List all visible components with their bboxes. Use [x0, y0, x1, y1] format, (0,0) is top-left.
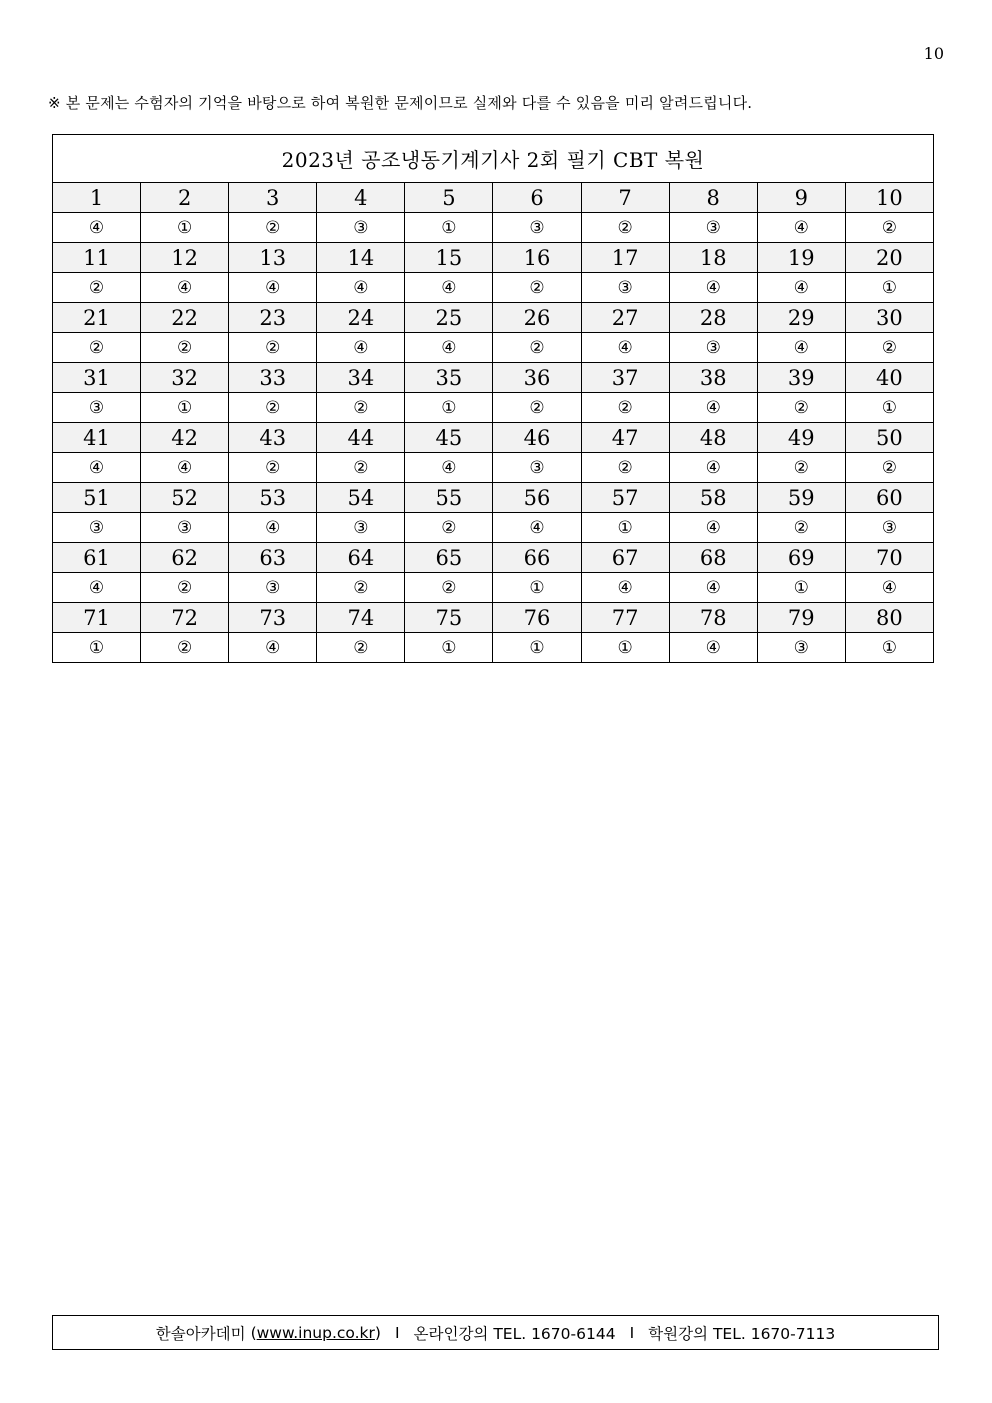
question-number-row: [53, 483, 934, 513]
question-number-cell: 7: [581, 183, 669, 213]
question-number-cell: 49: [757, 423, 845, 453]
answer-cell: ②: [141, 333, 229, 363]
question-number-cell: 64: [317, 543, 405, 573]
answer-cell: ②: [493, 333, 581, 363]
answer-cell: ②: [845, 213, 933, 243]
question-number-cell: 74: [317, 603, 405, 633]
question-number-cell: 40: [845, 363, 933, 393]
answer-cell: ③: [581, 273, 669, 303]
question-number-cell: 78: [669, 603, 757, 633]
question-number-cell: 56: [493, 483, 581, 513]
answer-cell: ②: [317, 453, 405, 483]
answer-cell: ③: [317, 513, 405, 543]
answer-cell: ②: [53, 333, 141, 363]
answer-cell: ④: [669, 573, 757, 603]
footer-website-link[interactable]: www.inup.co.kr: [256, 1323, 375, 1342]
answer-cell: ④: [141, 453, 229, 483]
answer-cell: ②: [229, 213, 317, 243]
answer-cell: ②: [581, 393, 669, 423]
footer-offline-phone: 학원강의 TEL. 1670-7113: [648, 1324, 836, 1343]
answer-cell: ①: [493, 573, 581, 603]
answer-cell: ①: [141, 393, 229, 423]
question-number-cell: 27: [581, 303, 669, 333]
answer-row: [53, 273, 934, 303]
answer-cell: ②: [229, 333, 317, 363]
answer-cell: ④: [757, 213, 845, 243]
answer-cell: ④: [757, 273, 845, 303]
question-number-cell: 42: [141, 423, 229, 453]
answer-cell: ④: [317, 273, 405, 303]
question-number-cell: 28: [669, 303, 757, 333]
question-number-cell: 13: [229, 243, 317, 273]
question-number-cell: 55: [405, 483, 493, 513]
question-number-cell: 22: [141, 303, 229, 333]
question-number-cell: 37: [581, 363, 669, 393]
answer-cell: ③: [845, 513, 933, 543]
question-number-cell: 31: [53, 363, 141, 393]
question-number-cell: 71: [53, 603, 141, 633]
footer: [52, 1315, 939, 1350]
question-number-cell: 29: [757, 303, 845, 333]
answer-cell: ①: [141, 213, 229, 243]
answer-cell: ①: [53, 633, 141, 663]
question-number-cell: 70: [845, 543, 933, 573]
question-number-cell: 21: [53, 303, 141, 333]
answer-cell: ②: [317, 633, 405, 663]
answer-cell: ②: [757, 393, 845, 423]
answer-row: [53, 393, 934, 423]
answer-cell: ④: [141, 273, 229, 303]
question-number-cell: 2: [141, 183, 229, 213]
question-number-cell: 66: [493, 543, 581, 573]
question-number-cell: 8: [669, 183, 757, 213]
question-number-cell: 53: [229, 483, 317, 513]
footer-link-close: ): [374, 1323, 381, 1342]
answer-cell: ②: [229, 453, 317, 483]
answer-cell: ③: [669, 213, 757, 243]
answer-cell: ①: [581, 633, 669, 663]
footer-separator: I: [394, 1323, 400, 1342]
question-number-cell: 76: [493, 603, 581, 633]
answer-cell: ③: [141, 513, 229, 543]
question-number-cell: 24: [317, 303, 405, 333]
answer-row: [53, 213, 934, 243]
answer-cell: ②: [141, 573, 229, 603]
question-number-cell: 79: [757, 603, 845, 633]
answer-cell: ④: [229, 633, 317, 663]
answer-cell: ②: [581, 213, 669, 243]
answer-cell: ③: [493, 213, 581, 243]
answer-cell: ②: [53, 273, 141, 303]
answer-row: [53, 633, 934, 663]
question-number-cell: 10: [845, 183, 933, 213]
answer-cell: ②: [405, 573, 493, 603]
answer-cell: ④: [229, 513, 317, 543]
answer-cell: ②: [845, 453, 933, 483]
question-number-cell: 36: [493, 363, 581, 393]
answer-cell: ④: [669, 633, 757, 663]
question-number-row: [53, 543, 934, 573]
answer-cell: ④: [581, 333, 669, 363]
question-number-row: [53, 603, 934, 633]
answer-cell: ④: [669, 273, 757, 303]
question-number-cell: 46: [493, 423, 581, 453]
answer-cell: ②: [405, 513, 493, 543]
question-number-cell: 38: [669, 363, 757, 393]
answer-cell: ④: [845, 573, 933, 603]
answer-cell: ④: [493, 513, 581, 543]
answer-cell: ②: [141, 633, 229, 663]
question-number-cell: 58: [669, 483, 757, 513]
question-number-cell: 52: [141, 483, 229, 513]
table-title: 2023년 공조냉동기계기사 2회 필기 CBT 복원: [53, 135, 934, 183]
footer-online-phone: 온라인강의 TEL. 1670-6144: [413, 1324, 616, 1343]
question-number-cell: 6: [493, 183, 581, 213]
answer-cell: ②: [845, 333, 933, 363]
answer-row: [53, 513, 934, 543]
question-number-cell: 43: [229, 423, 317, 453]
question-number-cell: 77: [581, 603, 669, 633]
question-number-cell: 57: [581, 483, 669, 513]
question-number-cell: 32: [141, 363, 229, 393]
question-number-cell: 35: [405, 363, 493, 393]
answer-cell: ④: [669, 393, 757, 423]
answer-cell: ③: [229, 573, 317, 603]
question-number-row: [53, 183, 934, 213]
question-number-cell: 61: [53, 543, 141, 573]
answer-cell: ①: [405, 393, 493, 423]
question-number-cell: 3: [229, 183, 317, 213]
answer-table: [52, 134, 934, 663]
question-number-cell: 45: [405, 423, 493, 453]
question-number-cell: 18: [669, 243, 757, 273]
answer-cell: ④: [757, 333, 845, 363]
question-number-cell: 68: [669, 543, 757, 573]
question-number-cell: 48: [669, 423, 757, 453]
answer-row: [53, 333, 934, 363]
question-number-cell: 34: [317, 363, 405, 393]
question-number-cell: 80: [845, 603, 933, 633]
answer-cell: ①: [405, 633, 493, 663]
question-number-row: [53, 243, 934, 273]
answer-cell: ②: [581, 453, 669, 483]
question-number-cell: 75: [405, 603, 493, 633]
question-number-cell: 12: [141, 243, 229, 273]
question-number-cell: 25: [405, 303, 493, 333]
answer-cell: ③: [669, 333, 757, 363]
answer-cell: ②: [757, 453, 845, 483]
answer-table-body: [53, 183, 934, 663]
question-number-row: [53, 303, 934, 333]
answer-cell: ②: [757, 513, 845, 543]
question-number-cell: 54: [317, 483, 405, 513]
answer-cell: ①: [493, 633, 581, 663]
answer-cell: ②: [493, 393, 581, 423]
answer-cell: ④: [229, 273, 317, 303]
question-number-cell: 17: [581, 243, 669, 273]
answer-cell: ④: [405, 273, 493, 303]
question-number-cell: 62: [141, 543, 229, 573]
answer-cell: ④: [405, 453, 493, 483]
answer-cell: ②: [493, 273, 581, 303]
notice-text: ※ 본 문제는 수험자의 기억을 바탕으로 하여 복원한 문제이므로 실제와 다를 수 있음을 미리 알려드립니다.: [48, 94, 753, 112]
question-number-cell: 19: [757, 243, 845, 273]
answer-cell: ②: [317, 393, 405, 423]
answer-cell: ④: [581, 573, 669, 603]
question-number-cell: 65: [405, 543, 493, 573]
answer-cell: ①: [845, 393, 933, 423]
question-number-cell: 63: [229, 543, 317, 573]
answer-cell: ③: [493, 453, 581, 483]
question-number-cell: 51: [53, 483, 141, 513]
footer-link-open: (: [250, 1323, 257, 1342]
question-number-cell: 14: [317, 243, 405, 273]
question-number-cell: 26: [493, 303, 581, 333]
question-number-cell: 73: [229, 603, 317, 633]
question-number-cell: 16: [493, 243, 581, 273]
answer-cell: ④: [669, 453, 757, 483]
question-number-cell: 60: [845, 483, 933, 513]
question-number-cell: 4: [317, 183, 405, 213]
answer-cell: ③: [757, 633, 845, 663]
question-number-cell: 23: [229, 303, 317, 333]
question-number-cell: 44: [317, 423, 405, 453]
question-number-cell: 72: [141, 603, 229, 633]
question-number-cell: 47: [581, 423, 669, 453]
answer-cell: ③: [317, 213, 405, 243]
question-number-cell: 50: [845, 423, 933, 453]
question-number-row: [53, 423, 934, 453]
question-number-cell: 33: [229, 363, 317, 393]
answer-cell: ④: [53, 453, 141, 483]
answer-cell: ④: [53, 573, 141, 603]
question-number-cell: 1: [53, 183, 141, 213]
question-number-row: [53, 363, 934, 393]
answer-cell: ①: [405, 213, 493, 243]
question-number-cell: 11: [53, 243, 141, 273]
answer-cell: ④: [669, 513, 757, 543]
question-number-cell: 69: [757, 543, 845, 573]
answer-cell: ③: [53, 393, 141, 423]
answer-row: [53, 573, 934, 603]
question-number-cell: 20: [845, 243, 933, 273]
answer-cell: ④: [317, 333, 405, 363]
question-number-cell: 39: [757, 363, 845, 393]
answer-cell: ④: [405, 333, 493, 363]
question-number-cell: 30: [845, 303, 933, 333]
answer-cell: ②: [317, 573, 405, 603]
answer-cell: ①: [581, 513, 669, 543]
answer-cell: ①: [757, 573, 845, 603]
answer-cell: ③: [53, 513, 141, 543]
answer-cell: ②: [229, 393, 317, 423]
question-number-cell: 41: [53, 423, 141, 453]
footer-separator: I: [629, 1323, 635, 1342]
page-number: 10: [923, 44, 944, 63]
answer-cell: ④: [53, 213, 141, 243]
question-number-cell: 59: [757, 483, 845, 513]
question-number-cell: 9: [757, 183, 845, 213]
footer-academy: 한솔아카데미: [155, 1324, 246, 1343]
question-number-cell: 15: [405, 243, 493, 273]
question-number-cell: 5: [405, 183, 493, 213]
answer-cell: ①: [845, 633, 933, 663]
question-number-cell: 67: [581, 543, 669, 573]
answer-row: [53, 453, 934, 483]
answer-cell: ①: [845, 273, 933, 303]
